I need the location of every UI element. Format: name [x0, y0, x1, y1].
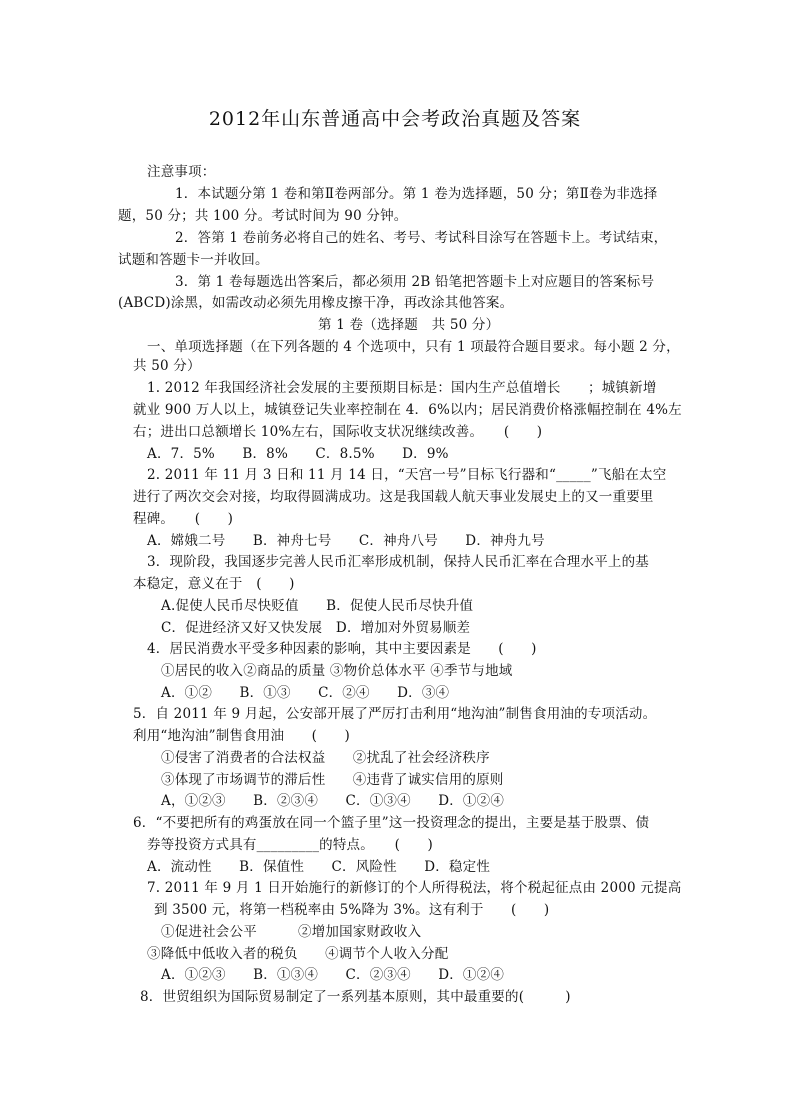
question-4: 4．居民消费水平受多种因素的影响，其中主要因素是 ( ): [147, 641, 537, 657]
question-7-statements: ③降低中低收入者的税负 ④调节个人收入分配: [147, 946, 449, 962]
question-5: 5．自 2011 年 9 月起，公安部开展了严厉打击利用“地沟油”制售食用油的专项活动。: [133, 706, 657, 722]
question-6-options: A．流动性 B．保值性 C．风险性 D．稳定性: [147, 859, 491, 875]
question-2-cont: 进行了两次交会对接，均取得圆满成功。这是我国载人航天事业发展史上的又一重要里: [133, 489, 654, 505]
notice-item-2-cont: 试题和答题卡一并收回。: [118, 252, 269, 268]
question-7: 7. 2011 年 9 月 1 日开始施行的新修订的个人所得税法，将个税起征点由 2000 元提高: [147, 880, 682, 896]
question-3-options: C．促进经济又好又快发展 D．增加对外贸易顺差: [161, 620, 471, 636]
question-5-options: A，①②③ B．②③④ C．①③④ D．①②④: [161, 793, 505, 809]
notice-item-3: 3．第 1 卷每题选出答案后，都必须用 2B 铅笔把答题卡上对应题目的答案标号: [175, 274, 655, 290]
question-2-cont: 程碑。 ( ): [133, 511, 234, 527]
notice-item-3-cont: (ABCD)涂黑，如需改动必须先用橡皮擦干净，再改涂其他答案。: [118, 295, 514, 311]
question-1-cont: 就业 900 万人以上，城镇登记失业率控制在 4．6%以内；居民消费价格涨幅控制在 4%左: [133, 402, 682, 418]
question-6: 6．“不要把所有的鸡蛋放在同一个篮子里”这一投资理念的提出，主要是基于股票、债: [133, 815, 650, 831]
notice-item-1: 1．本试题分第 1 卷和第Ⅱ卷两部分。第 1 卷为选择题，50 分；第Ⅱ卷为非选择: [175, 186, 658, 202]
question-2-options: A．嫦娥二号 B．神舟七号 C．神舟八号 D．神舟九号: [147, 533, 545, 549]
question-1-options: A．7．5% B．8% C．8.5% D．9%: [147, 446, 449, 462]
question-6-cont: 券等投资方式具有_________的特点。 ( ): [147, 837, 433, 853]
question-7-cont: 到 3500 元，将第一档税率由 5%降为 3%。这有利于 ( ): [154, 902, 550, 918]
part-instruction-cont: 共 50 分）: [133, 358, 201, 374]
part-instruction: 一、单项选择题（在下列各题的 4 个选项中，只有 1 项最符合题目要求。每小题 2 分，: [147, 339, 680, 355]
question-7-options: A．①②③ B．①③④ C．②③④ D．①②④: [161, 967, 505, 983]
notice-heading: 注意事项：: [147, 164, 216, 180]
question-1-cont: 右；进出口总额增长 10%左右，国际收支状况继续改善。 ( ): [133, 424, 543, 440]
question-2: 2. 2011 年 11 月 3 日和 11 月 14 日，“天宫一号”目标飞行器和“_____”飞船在太空: [147, 467, 667, 483]
question-8: 8．世贸组织为国际贸易制定了一系列基本原则，其中最重要的( ): [140, 989, 571, 1005]
question-4-options: A．①② B．①③ C．②④ D．③④: [161, 685, 450, 701]
page-title: 2012年山东普通高中会考政治真题及答案: [208, 108, 582, 130]
question-3: 3．现阶段，我国逐步完善人民币汇率形成机制，保持人民币汇率在合理水平上的基: [147, 554, 649, 570]
question-3-options: A.促使人民币尽快贬值 B．促使人民币尽快升值: [161, 598, 474, 614]
question-3-cont: 本稳定，意义在于 ( ): [133, 576, 295, 592]
question-5-cont: 利用“地沟油”制售食用油 ( ): [133, 728, 350, 744]
question-1: 1. 2012 年我国经济社会发展的主要预期目标是：国内生产总值增长 ；城镇新增: [147, 380, 657, 396]
question-5-statements: ③体现了市场调节的滞后性 ④违背了诚实信用的原则: [161, 772, 504, 788]
notice-item-1-cont: 题，50 分；共 100 分。考试时间为 90 分钟。: [118, 208, 408, 224]
question-4-statements: ①居民的收入②商品的质量 ③物价总体水平 ④季节与地域: [161, 663, 513, 679]
question-5-statements: ①侵害了消费者的合法权益 ②扰乱了社会经济秩序: [161, 750, 490, 766]
notice-item-2: 2．答第 1 卷前务必将自己的姓名、考号、考试科目涂写在答题卡上。考试结束，: [175, 230, 668, 246]
question-7-statements: ①促进社会公平 ②增加国家财政收入: [161, 924, 422, 940]
section-heading: 第 1 卷（选择题 共 50 分）: [318, 317, 500, 333]
